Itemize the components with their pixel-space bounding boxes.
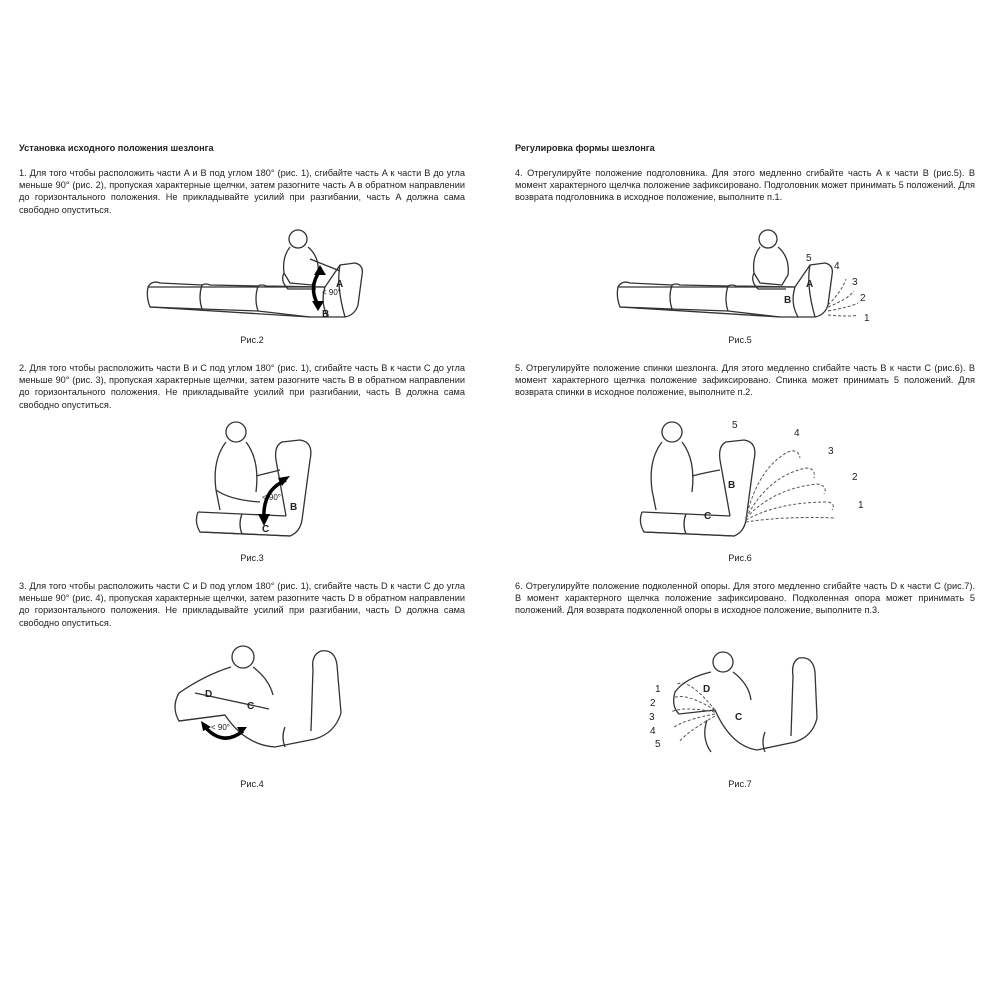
fig7-pos-4: 4 xyxy=(650,726,656,737)
fig3-angle: < 90° xyxy=(262,493,281,502)
figure-5 xyxy=(610,225,880,330)
fig5-pos-1: 1 xyxy=(864,313,870,324)
step-5-text: 5. Отрегулируйте положение спинки шезлонга. Для этого медленно сгибайте часть B к части C (рис.6). В момент характерного щелчка положение зафиксировано. Спинка может принимать 5 положений. Для возврата спинки в исходное положение, выполните п.2. xyxy=(515,363,975,398)
fig2-angle: < 90° xyxy=(322,288,341,297)
figure-7 xyxy=(645,648,830,758)
fig5-pos-4: 4 xyxy=(834,261,840,272)
step-4-text: 4. Отрегулируйте положение подголовника. Для этого медленно сгибайте часть A к части B (рис.5). В момент характерного щелчка положение зафиксировано. Подголовник может принимать 5 положений. Для возврата подголовника в исходное положение, выполните п.1. xyxy=(515,168,975,203)
step-2-text: 2. Для того чтобы расположить части B и C под углом 180° (рис. 1), сгибайте часть B к части C до угла меньше 90° (рис. 3), пропуская характерные щелчки, затем разогните часть B в обратном направлении до горизонтального положения. Не прикладывайте усилий при разгибании, часть B должна сама свободно опуститься. xyxy=(19,363,465,410)
fig2-label-b: B xyxy=(322,309,330,320)
figure-6 xyxy=(638,418,878,543)
fig5-label-a: A xyxy=(806,279,814,290)
figure-3 xyxy=(190,420,330,540)
caption-fig-4: Рис.4 xyxy=(240,779,264,789)
fig7-pos-1: 1 xyxy=(655,684,661,695)
figure-4 xyxy=(165,635,350,755)
caption-fig-3: Рис.3 xyxy=(240,553,264,563)
right-heading: Регулировка формы шезлонга xyxy=(515,143,655,153)
fig7-pos-3: 3 xyxy=(649,712,655,723)
fig5-label-b: B xyxy=(784,295,792,306)
fig7-label-c: C xyxy=(735,712,743,723)
fig6-pos-5: 5 xyxy=(732,420,738,431)
fig7-pos-2: 2 xyxy=(650,698,656,709)
fig7-pos-5: 5 xyxy=(655,739,661,750)
step-3-text: 3. Для того чтобы расположить части C и D под углом 180° (рис. 1), сгибайте часть D к части C до угла меньше 90° (рис. 4), пропуская характерные щелчки, затем разогните часть D в обратном направлении до горизонтального положения. Не прикладывайте усилий при разгибании, часть D должна сама свободно опуститься. xyxy=(19,581,465,628)
step-6-text: 6. Отрегулируйте положение подколенной опоры. Для этого медленно сгибайте часть D к части C (рис.7). В момент характерного щелчка положение зафиксировано. Подколенная опора может принимать 5 положений. Для возврата подколенной опоры в исходное положение, выполните п.3. xyxy=(515,581,975,616)
fig5-pos-2: 2 xyxy=(860,293,866,304)
fig6-pos-4: 4 xyxy=(794,428,800,439)
fig7-label-d: D xyxy=(703,684,711,695)
fig3-label-b: B xyxy=(290,502,298,513)
caption-fig-2: Рис.2 xyxy=(240,335,264,345)
fig6-pos-2: 2 xyxy=(852,472,858,483)
fig4-label-d: D xyxy=(205,689,213,700)
caption-fig-5: Рис.5 xyxy=(728,335,752,345)
figure-2 xyxy=(140,225,380,330)
fig6-pos-1: 1 xyxy=(858,500,864,511)
fig5-pos-5: 5 xyxy=(806,253,812,264)
fig2-label-a: A xyxy=(336,279,344,290)
step-1-text: 1. Для того чтобы расположить части A и B под углом 180° (рис. 1), сгибайте часть A к части B до угла меньше 90° (рис. 2), пропуская характерные щелчки, затем разогните часть A в обратном направлении до горизонтального положения. Не прикладывайте усилий при разгибании, часть A должна сама свободно опуститься. xyxy=(19,168,465,215)
left-heading: Установка исходного положения шезлонга xyxy=(19,143,214,153)
fig6-label-b: B xyxy=(728,480,736,491)
fig3-label-c: C xyxy=(262,524,270,535)
fig5-pos-3: 3 xyxy=(852,277,858,288)
fig6-label-c: C xyxy=(704,511,712,522)
fig4-label-c: C xyxy=(247,701,255,712)
fig6-pos-3: 3 xyxy=(828,446,834,457)
fig4-angle: < 90° xyxy=(211,723,230,732)
caption-fig-6: Рис.6 xyxy=(728,553,752,563)
caption-fig-7: Рис.7 xyxy=(728,779,752,789)
